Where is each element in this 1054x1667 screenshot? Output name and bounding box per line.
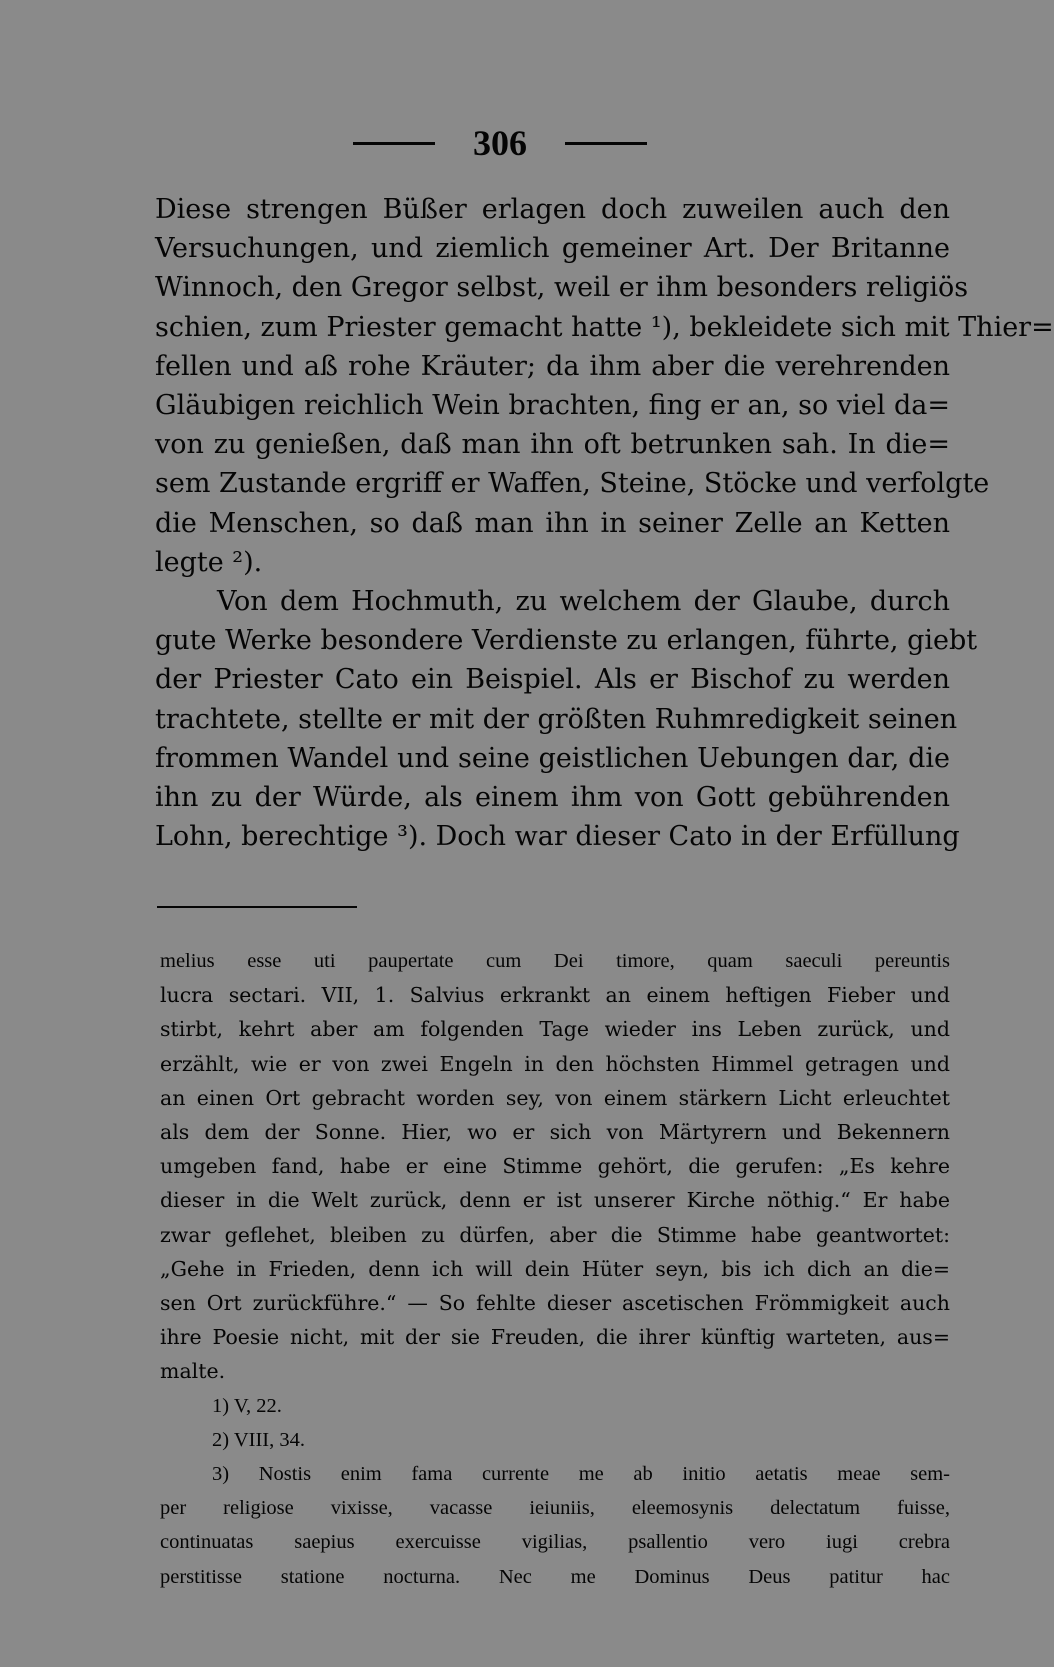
footnote-line: umgeben fand, habe er eine Stimme gehört, die gerufen: „Es kehre (160, 1154, 950, 1179)
footnote-3-line: continuatas saepius exercuisse vigilias, psallentio vero iugi crebra (160, 1531, 950, 1554)
body-line: Winnoch, den Gregor selbst, weil er ihm besonders religiös (155, 272, 969, 304)
body-line: Von dem Hochmuth, zu welchem der Glaube, durch (217, 586, 950, 618)
footnote-3-line: perstitisse statione nocturna. Nec me Dominus Deus patitur hac (160, 1565, 950, 1588)
footnote-line: „Gehe in Frieden, denn ich will dein Hüter seyn, bis ich dich an die= (160, 1256, 950, 1281)
footnote-divider (157, 906, 357, 908)
header-dash-right (565, 142, 647, 145)
main-text (155, 190, 1054, 856)
body-line: frommen Wandel und seine geistlichen Uebungen dar, die (155, 742, 950, 774)
body-line: Gläubigen reichlich Wein brachten, fing er an, so viel da= (155, 390, 950, 422)
body-line: sem Zustande ergriff er Waffen, Steine, Stöcke und verfolgte (155, 468, 990, 500)
body-line: der Priester Cato ein Beispiel. Als er Bischof zu werden (155, 664, 950, 696)
page-header (0, 118, 1000, 168)
footnote-1: 1) V, 22. (212, 1394, 282, 1417)
footnote-line: erzählt, wie er von zwei Engeln in den höchsten Himmel getragen und (160, 1051, 950, 1076)
body-line: legte ²). (155, 546, 263, 578)
body-line: von zu genießen, daß man ihn oft betrunken sah. In die= (155, 429, 950, 461)
footnote-3-line: 3) Nostis enim fama currente me ab initio aetatis meae sem- (212, 1463, 950, 1486)
footnote-line: an einen Ort gebracht worden sey, von einem stärkern Licht erleuchtet (160, 1085, 950, 1110)
body-line: Versuchungen, und ziemlich gemeiner Art. Der Britanne (155, 233, 950, 265)
footnote-line: zwar geflehet, bleiben zu dürfen, aber die Stimme habe geantwortet: (160, 1222, 950, 1247)
body-line: die Menschen, so daß man ihn in seiner Zelle an Ketten (155, 507, 950, 539)
footnote-2: 2) VIII, 34. (212, 1428, 305, 1451)
footnote-line: malte. (160, 1359, 226, 1384)
body-line: trachtete, stellte er mit der größten Ruhmredigkeit seinen (155, 703, 958, 735)
body-line: Diese strengen Büßer erlagen doch zuweilen auch den (155, 194, 950, 225)
footnote-line: ihre Poesie nicht, mit der sie Freuden, die ihrer künftig warteten, aus= (160, 1325, 950, 1350)
footnote-3-line: per religiose vixisse, vacasse ieiuniis, eleemosynis delectatum fuisse, (160, 1497, 950, 1520)
footnote-line: melius esse uti paupertate cum Dei timore, quam saeculi pereuntis (160, 950, 950, 972)
body-line: ihn zu der Würde, als einem ihm von Gott gebührenden (155, 782, 950, 814)
footnote-line: als dem der Sonne. Hier, wo er sich von Märtyrern und Bekennern (160, 1120, 950, 1145)
body-line: gute Werke besondere Verdienste zu erlangen, führte, giebt (155, 625, 978, 657)
header-dash-left (353, 142, 435, 145)
footnotes (160, 944, 950, 1594)
footnote-line: sen Ort zurückführe.“ — So fehlte dieser ascetischen Frömmigkeit auch (160, 1291, 950, 1316)
footnote-line: stirbt, kehrt aber am folgenden Tage wieder ins Leben zurück, und (160, 1017, 950, 1042)
body-line: Lohn, berechtige ³). Doch war dieser Cato in der Erfüllung (155, 821, 960, 853)
body-line: schien, zum Priester gemacht hatte ¹), bekleidete sich mit Thier= (155, 311, 1054, 343)
body-line: fellen und aß rohe Kräuter; da ihm aber die verehrenden (155, 350, 950, 382)
page-number: 306 (473, 123, 527, 163)
footnote-line: dieser in die Welt zurück, denn er ist unserer Kirche nöthig.“ Er habe (160, 1188, 950, 1213)
footnote-line: lucra sectari. VII, 1. Salvius erkrankt an einem heftigen Fieber und (160, 983, 950, 1008)
